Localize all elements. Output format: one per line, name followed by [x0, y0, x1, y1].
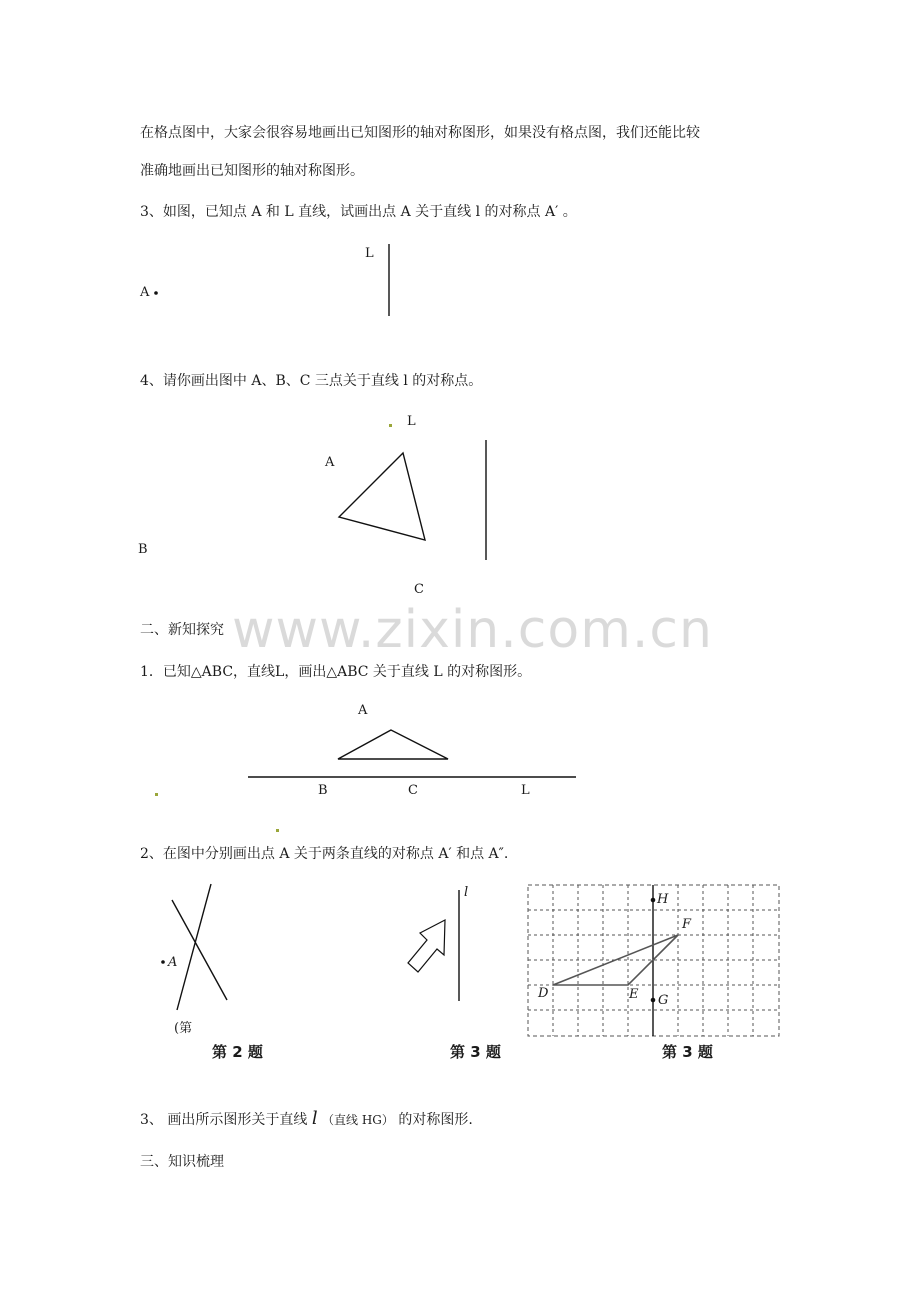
q4-label-c: C	[414, 582, 424, 597]
review-q3-text: 3、如图，已知点 A 和 L 直线，试画出点 A 关于直线 l 的对称点 A′ 。	[140, 204, 577, 220]
point-a-dot	[150, 286, 162, 298]
q3-line-symbol: l	[311, 1108, 318, 1129]
q4-label-b: B	[138, 542, 148, 557]
speck	[389, 424, 392, 427]
q2-fig1-note: (第	[174, 1021, 193, 1036]
point-a-label: A	[140, 285, 150, 300]
grid-label-g: G	[658, 993, 669, 1008]
speck	[155, 793, 158, 796]
q3-paren: （直线 HG）	[322, 1113, 394, 1127]
grid-label-h: H	[657, 892, 669, 907]
q2-fig2-arrow-figure	[400, 885, 480, 1005]
q2-fig3-caption: 第 3 题	[662, 1043, 713, 1061]
section2-heading: 二、新知探究	[140, 622, 224, 638]
grid-label-d: D	[538, 986, 549, 1001]
grid-label-f: F	[682, 917, 692, 932]
q2-fig1-caption: 第 2 题	[212, 1043, 263, 1061]
q2-fig1-lines	[150, 880, 240, 1010]
q4-label-a: A	[325, 455, 335, 470]
q2-fig2-line-l: l	[464, 885, 469, 900]
watermark: www.zixin.com.cn	[232, 600, 713, 660]
q2-fig1-point-a: A	[168, 955, 178, 970]
q2-fig3-grid	[527, 884, 782, 1039]
q3-suffix: 的对称图形.	[398, 1112, 473, 1128]
line-l	[385, 244, 395, 320]
q2-text: 2、在图中分别画出点 A 关于两条直线的对称点 A′ 和点 A″.	[140, 846, 509, 862]
q3-text	[140, 1110, 473, 1129]
speck	[276, 829, 279, 832]
section3-heading: 三、知识梳理	[140, 1154, 224, 1170]
q1-label-a: A	[358, 703, 368, 718]
grid-label-e: E	[629, 987, 639, 1002]
q1-label-l: L	[521, 783, 530, 798]
review-q4-text: 4、请你画出图中 A、B、C 三点关于直线 l 的对称点。	[140, 373, 483, 389]
q4-label-l: L	[407, 414, 416, 429]
line-l-label: L	[365, 246, 374, 261]
q1-label-b: B	[318, 783, 328, 798]
intro-line-1: 在格点图中，大家会很容易地画出已知图形的轴对称图形，如果没有格点图，我们还能比较	[140, 125, 700, 141]
q1-label-c: C	[408, 783, 418, 798]
q1-text: 1．已知△ABC，直线L，画出△ABC 关于直线 L 的对称图形。	[140, 664, 532, 680]
intro-line-2: 准确地画出已知图形的轴对称图形。	[140, 163, 364, 179]
q4-triangle-figure	[330, 440, 500, 570]
q2-fig2-caption: 第 3 题	[450, 1043, 501, 1061]
q1-figure	[248, 725, 578, 781]
q3-prefix: 3、 画出所示图形关于直线	[140, 1112, 308, 1128]
